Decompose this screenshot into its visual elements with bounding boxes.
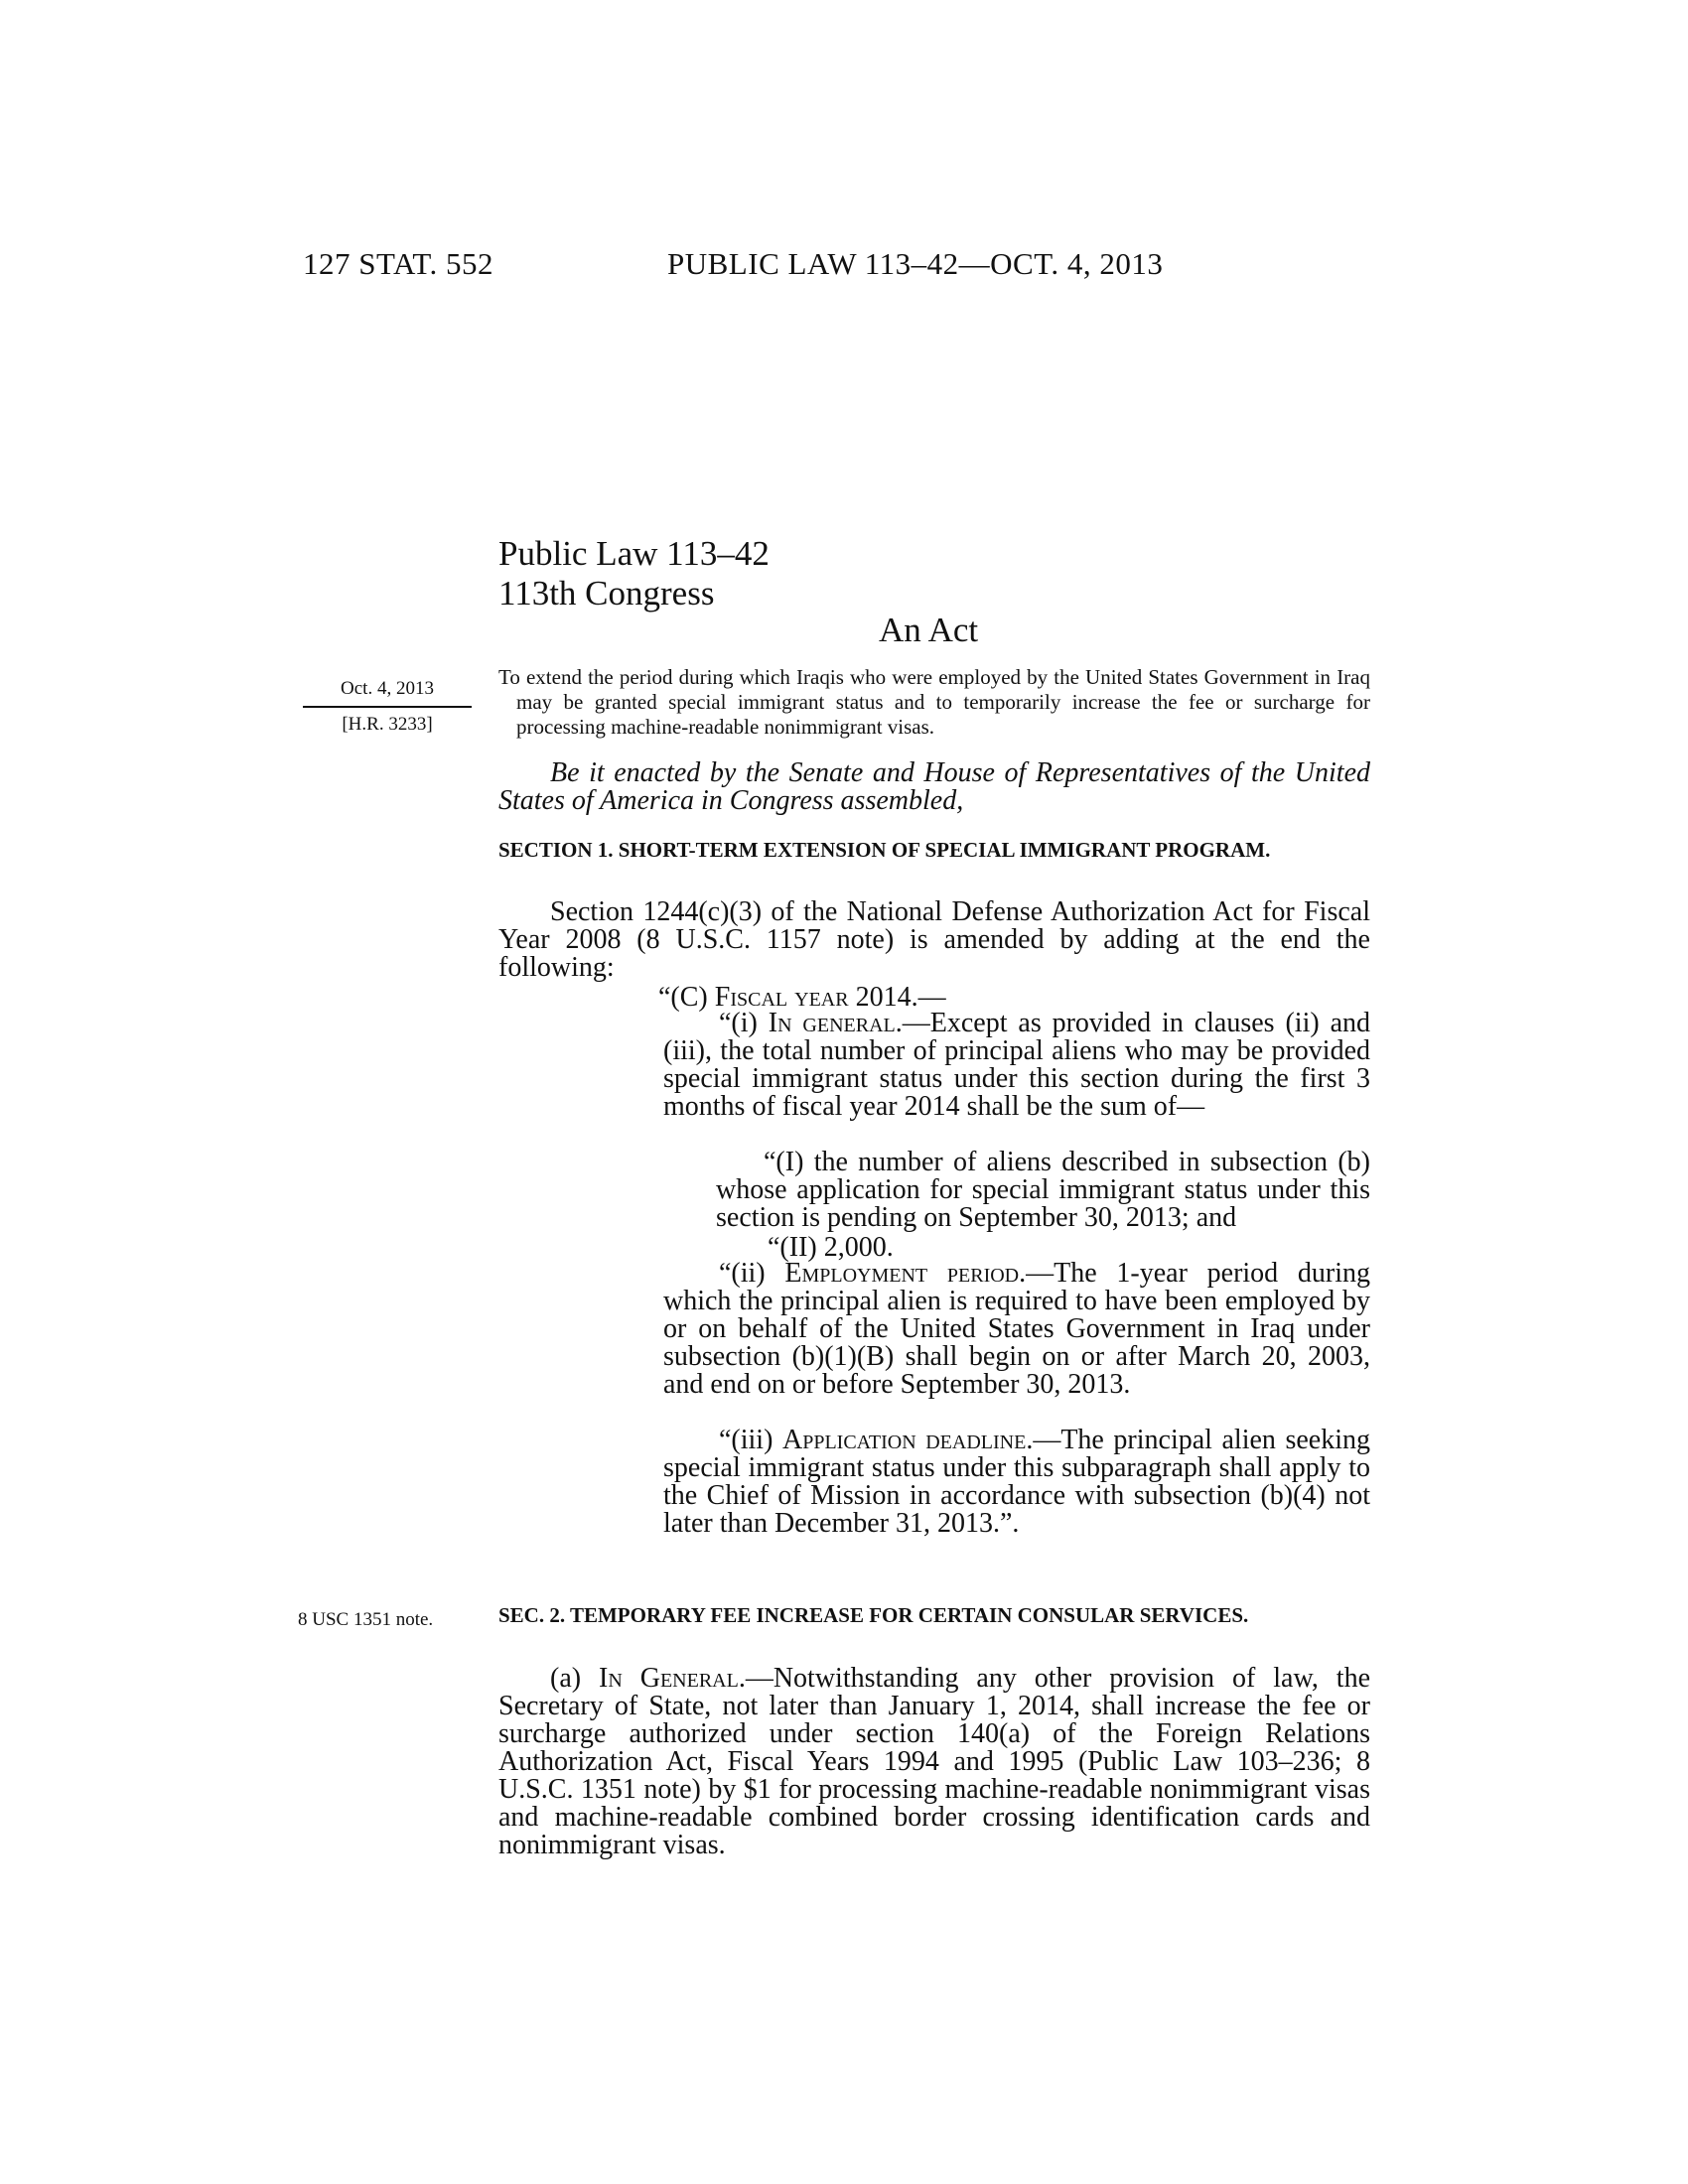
clause-i-lead: “(i) <box>719 1008 769 1038</box>
margin-usc-note: 8 USC 1351 note. <box>298 1609 434 1630</box>
page-stat-reference: 127 STAT. 552 <box>303 246 494 281</box>
subsection-a-caption: In General <box>599 1663 739 1694</box>
margin-date-note: Oct. 4, 2013 <box>341 678 434 699</box>
subsection-a-lead: (a) <box>550 1663 600 1694</box>
section-2-heading: SEC. 2. TEMPORARY FEE INCREASE FOR CERTAIN CONSULAR SERVICES. <box>498 1603 1249 1627</box>
subclause-I: “(I) the number of aliens described in subsection (b) whose application for special immigrant status under this section is pending on September 30, 2013; and <box>716 1147 1370 1233</box>
clause-i <box>663 1010 1370 1121</box>
subsection-a-text: .—Notwithstanding any other provision of law, the Secretary of State, not later than January 1, 2014, shall increase the fee or surcharge authorized under section 140(a) of the Foreign Relations Authorization Act, Fiscal Years 1994 and 1995 (Public Law 103–236; 8 U.S.C. 1351 note) by $1 for processing machine-readable nonimmigrant visas and machine-readable combined border crossing identification cards and nonimmigrant visas. <box>498 1663 1370 1860</box>
enacting-clause: Be it enacted by the Senate and House of Representatives of the United States of America in Congress assembled, <box>498 757 1370 816</box>
clause-c-lead: “(C) <box>658 982 715 1013</box>
section-2-subsection-a <box>498 1665 1370 1859</box>
section-1-heading: SECTION 1. SHORT-TERM EXTENSION OF SPECIAL IMMIGRANT PROGRAM. <box>498 838 1271 862</box>
clause-ii-text: .—The 1-year period during which the principal alien is required to have been employed by or on behalf of the United States Government in Iraq under subsection (b)(1)(B) shall begin on or after March 20, 2003, and end on or before September 30, 2013. <box>663 1258 1371 1400</box>
clause-ii-caption: Employment period <box>784 1258 1020 1289</box>
margin-bill-number: [H.R. 3233] <box>342 714 433 735</box>
clause-c-caption: Fiscal year 2014 <box>714 982 912 1013</box>
clause-iii-caption: Application deadline <box>781 1425 1027 1455</box>
clause-i-text: .—Except as provided in clauses (ii) and (iii), the total number of principal aliens who may be provided special immigrant status under this section during the first 3 months of fiscal year 2014 shall be the sum of— <box>663 1008 1370 1122</box>
clause-c-tail: .— <box>911 982 946 1013</box>
clause-iii-text: .—The principal alien seeking special immigrant status under this subparagraph shall apply to the Chief of Mission in accordance with subsection (b)(4) not later than December 31, 2013.”. <box>663 1425 1370 1539</box>
clause-i-caption: In general <box>768 1008 896 1038</box>
clause-ii <box>663 1260 1370 1399</box>
public-law-title: Public Law 113–42 <box>498 534 770 573</box>
clause-ii-lead: “(ii) <box>719 1258 785 1289</box>
congress-label: 113th Congress <box>498 574 715 613</box>
an-act-heading: An Act <box>879 611 979 649</box>
act-purpose: To extend the period during which Iraqis who were employed by the United States Government in Iraq may be granted special immigrant status and to temporarily increase the fee or surcharge for processing machine-readable nonimmigrant visas. <box>498 665 1370 739</box>
subclause-II: “(II) 2,000. <box>768 1232 894 1263</box>
margin-divider <box>303 706 472 708</box>
running-header-title: PUBLIC LAW 113–42—OCT. 4, 2013 <box>667 246 1164 281</box>
section-1-intro: Section 1244(c)(3) of the National Defense Authorization Act for Fiscal Year 2008 (8 U.S.C. 1157 note) is amended by adding at the end the following: <box>498 896 1370 983</box>
clause-iii-lead: “(iii) <box>719 1425 782 1455</box>
clause-iii <box>663 1427 1370 1538</box>
